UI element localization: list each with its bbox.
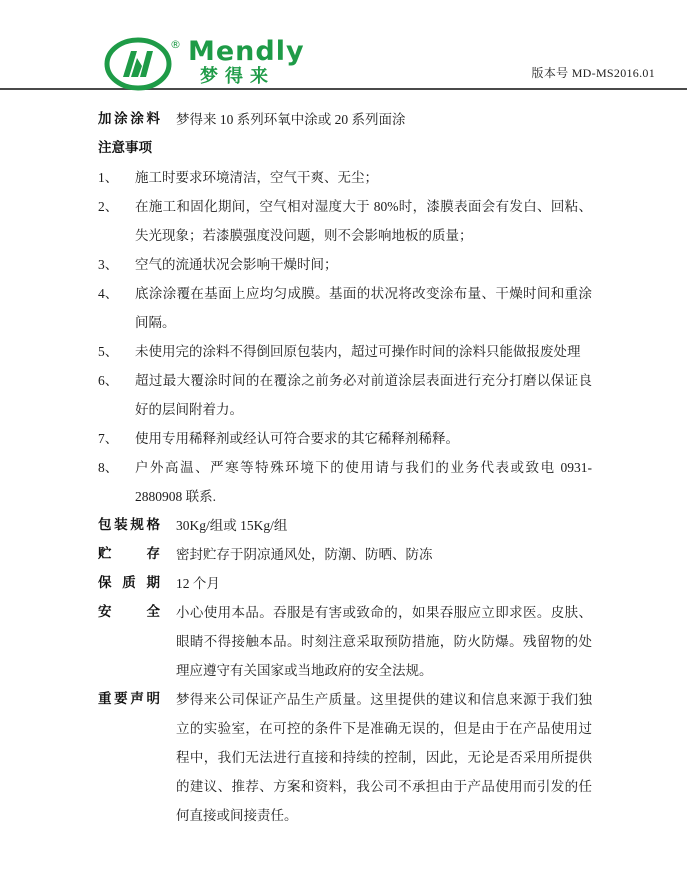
note-item-2 <box>98 192 592 250</box>
note-text: 未使用完的涂料不得倒回原包装内，超过可操作时间的涂料只能做报废处理 <box>135 344 581 359</box>
spec-label: 保质期 <box>98 575 160 591</box>
brand-wordmark-cn: 梦得来 <box>200 66 275 87</box>
brand-logo <box>104 36 305 92</box>
recoat-value: 梦得来 10 系列环氧中涂或 20 系列面涂 <box>176 112 406 127</box>
note-item-1 <box>98 163 592 192</box>
brand-wordmark-block <box>188 38 305 88</box>
note-item-8 <box>98 453 592 511</box>
note-number: 4、 <box>98 286 119 301</box>
spec-value: 密封贮存于阴凉通风处，防潮、防晒、防冻 <box>176 547 433 562</box>
note-text: 使用专用稀释剂或经认可符合要求的其它稀释剂稀释。 <box>135 431 459 446</box>
brand-wordmark: Mendly <box>188 36 305 67</box>
note-text: 户外高温、严寒等特殊环境下的使用请与我们的业务代表或致电 0931-2880908 联系. <box>135 460 592 504</box>
page-header <box>0 0 687 90</box>
spec-value: 12 个月 <box>176 576 220 591</box>
note-text: 施工时要求环境清洁，空气干爽、无尘； <box>135 170 378 185</box>
note-text: 在施工和固化期间，空气相对湿度大于 80%时，漆膜表面会有发白、回粘、失光现象；若漆膜强度没问题，则不会影响地板的质量； <box>135 199 592 243</box>
spec-row-disclaimer <box>98 685 592 830</box>
recoat-label: 加涂涂料 <box>98 111 160 127</box>
spec-value: 小心使用本品。吞服是有害或致命的，如果吞服应立即求医。皮肤、眼睛不得接触本品。时刻注意采取预防措施，防火防爆。残留物的处理应遵守有关国家或当地政府的安全法规。 <box>176 605 592 678</box>
note-number: 6、 <box>98 373 119 388</box>
document-body <box>0 90 687 830</box>
spec-row-shelf-life <box>98 569 592 598</box>
mendly-logo-icon <box>104 36 182 92</box>
spec-label: 安全 <box>98 604 160 620</box>
note-text: 空气的流通状况会影响干燥时间； <box>135 257 338 272</box>
spec-row-packaging <box>98 511 592 540</box>
note-text: 超过最大覆涂时间的在覆涂之前务必对前道涂层表面进行充分打磨以保证良好的层间附着力。 <box>135 373 592 417</box>
registered-trademark-icon: ® <box>170 38 181 51</box>
recoat-row <box>98 105 592 134</box>
spec-row-storage <box>98 540 592 569</box>
note-text: 底涂涂覆在基面上应均匀成膜。基面的状况将改变涂布量、干燥时间和重涂间隔。 <box>135 286 592 330</box>
note-number: 3、 <box>98 257 119 272</box>
note-item-4 <box>98 279 592 337</box>
note-number: 7、 <box>98 431 119 446</box>
note-number: 8、 <box>98 460 119 475</box>
notes-heading: 注意事项 <box>98 140 152 156</box>
note-item-6 <box>98 366 592 424</box>
note-item-3 <box>98 250 592 279</box>
note-item-5 <box>98 337 592 366</box>
spec-value: 30Kg/组或 15Kg/组 <box>176 518 288 533</box>
version-label: 版本号 MD-MS2016.01 <box>531 66 655 80</box>
note-number: 1、 <box>98 170 119 185</box>
spec-value: 梦得来公司保证产品生产质量。这里提供的建议和信息来源于我们独立的实验室，在可控的条件下是准确无误的，但是由于在产品使用过程中，我们无法进行直接和持续的控制，因此，无论是否采用所提供的建议、推荐、方案和资料，我公司不承担由于产品使用而引发的任何直接或间接责任。 <box>176 692 592 823</box>
spec-label: 重要声明 <box>98 691 160 707</box>
spec-label: 包装规格 <box>98 517 160 533</box>
note-number: 2、 <box>98 199 119 214</box>
spec-label: 贮存 <box>98 546 160 562</box>
note-item-7 <box>98 424 592 453</box>
spec-row-safety <box>98 598 592 685</box>
note-number: 5、 <box>98 344 119 359</box>
